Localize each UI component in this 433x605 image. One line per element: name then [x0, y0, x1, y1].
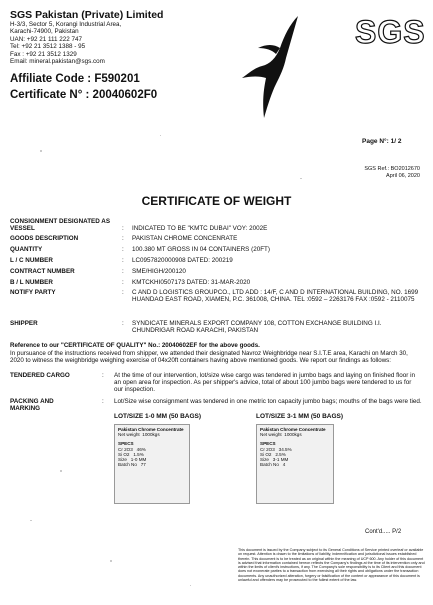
packing-text: Lot/Size wise consignment was tendered in one metric ton capacity jumbo bags; mouths of the bags were tied.	[114, 398, 422, 405]
fine-print: This document is issued by the Company subject to its General Conditions of Service printed overleaf or available on request. Attention is drawn to the limitations of liability, indemnification and jurisdictional issues established therein. This document is to be treated as an original within the meaning of UCP 600. Any holder of this document is advised that information contained hereon reflects the Company's findings at the time of its intervention only and within the limits of client's instructions, if any. The Company's sole responsibility is to its Client and this document does not exonerate parties to a transaction from exercising all their rights and obligations under the transaction documents. Any unauthorized alteration, forgery or falsification of the content or appearance of this document is unlawful and offenders may be prosecuted to the fullest extent of the law.	[238, 548, 425, 583]
field-colon: :	[122, 289, 124, 296]
bag-net-weight: Net weight 1000kgs	[118, 432, 160, 438]
tendered-cargo-label: TENDERED CARGO	[10, 372, 70, 379]
certificate-number: Certificate N° : 20040602F0	[10, 89, 158, 101]
field-value: INDICATED TO BE "KMTC DUBAI" VOY: 2002E	[132, 225, 268, 232]
address-line: Email: mineral.pakistan@sgs.com	[10, 58, 105, 66]
bag-spec-row: Cr 2O3 34.5%	[260, 446, 292, 452]
bag-heading: Pakistan Chrome Concentrate	[260, 427, 326, 432]
bag-label-photo	[114, 424, 190, 504]
field-label: GOODS DESCRIPTION	[10, 235, 79, 242]
field-value: SYNDICATE MINERALS EXPORT COMPANY 108, COTTON EXCHANGE BUILDING I.I. CHUNDRIGAR ROAD KARACHI, PAKISTAN	[132, 320, 382, 335]
field-colon: :	[122, 279, 124, 286]
field-value: PAKISTAN CHROME CONCENRATE	[132, 235, 238, 242]
bag-specs-label: SPECS	[260, 441, 276, 447]
affiliate-code: Affiliate Code : F590201	[10, 73, 140, 85]
field-colon: :	[122, 225, 124, 232]
continued-note: Cont'd..... P/2	[365, 529, 402, 535]
packing-label-line: PACKING AND	[10, 398, 54, 405]
bag-spec-row: Size 1-0 MM	[118, 457, 147, 463]
document-title: CERTIFICATE OF WEIGHT	[141, 194, 292, 208]
sgs-ref: SGS Ref.: BO2012670	[364, 166, 420, 172]
sgs-logo: SGS	[355, 14, 426, 50]
bag-spec-row: Size 3-1 MM	[260, 457, 289, 463]
company-name: SGS Pakistan (Private) Limited	[10, 9, 164, 21]
bag-label-photo	[256, 424, 334, 504]
field-label: CONTRACT NUMBER	[10, 268, 75, 275]
address-line: Fax : +92 21 3512 1329	[10, 50, 77, 58]
lot-2	[256, 413, 386, 504]
field-label: L / C NUMBER	[10, 257, 53, 264]
bag-net-weight: Net weight 1000kgs	[260, 432, 302, 438]
bag-spec-row: Si O2 2.5%	[260, 451, 286, 457]
address-line: H-3/3, Sector 5, Korangi Industrial Area,	[10, 21, 122, 28]
field-label: SHIPPER	[10, 320, 38, 327]
field-value: KMTCKHI0507173 DATED: 31-MAR-2020	[132, 279, 251, 286]
lot-title: LOT/SIZE 1-0 MM (50 BAGS)	[114, 413, 202, 420]
field-colon: :	[102, 398, 104, 405]
field-label: NOTIFY PARTY	[10, 289, 56, 296]
bird-logo-icon	[240, 14, 310, 122]
field-colon: :	[122, 257, 124, 264]
bag-spec-row: Batch No 4	[260, 462, 286, 468]
address-line: Tel: +92 21 3512 1388 - 95	[10, 43, 86, 51]
page-number: Page N°: 1/ 2	[362, 138, 402, 145]
bag-heading: Pakistan Chrome Concentrate	[118, 427, 184, 432]
bag-spec-row: Batch No 77	[118, 462, 146, 468]
field-label: CONSIGNMENT DESIGNATED AS	[10, 218, 111, 225]
field-label: B / L NUMBER	[10, 279, 53, 286]
address-line: Karachi-74900, Pakistan	[10, 28, 79, 36]
field-label: VESSEL	[10, 225, 35, 232]
field-label: QUANTITY	[10, 246, 43, 253]
field-value: LC0957820000908 DATED: 200219	[132, 257, 233, 264]
bag-specs-label: SPECS	[118, 441, 134, 447]
bag-spec-row: Cr 2O3 46%	[118, 446, 146, 452]
company-address	[10, 21, 121, 65]
pursuance-paragraph: In pursuance of the instructions received from shipper, we attended their designated Navroz Weighbridge near S.I.T.E area, Karachi on March 30, 2020 to witness the weighbridge weighing exercise of 04x20ft containers having above mentioned goods. We report our findings as follows:	[10, 350, 408, 364]
bag-spec-row: Si O2 1.5%	[118, 451, 144, 457]
lot-title: LOT/SIZE 3-1 MM (50 BAGS)	[256, 413, 344, 420]
lot-1	[114, 413, 234, 504]
issue-date: April 06, 2020	[386, 173, 420, 179]
field-value: 100.380 MT GROSS IN 04 CONTAINERS (20FT)	[132, 246, 270, 253]
packing-label-line: MARKING	[10, 405, 41, 413]
address-line: UAN: +92 21 111 222 747	[10, 35, 83, 43]
field-value: SME/HIGH/200120	[132, 268, 186, 275]
field-colon: :	[122, 246, 124, 253]
tendered-cargo-text: At the time of our intervention, lot/size wise cargo was tendered in jumbo bags and laying on finished floor in an open area for inspection. As per shipper's advice, total of about 100 jumbo bags were tendered to us for our inspection.	[114, 372, 416, 394]
packing-label	[10, 398, 122, 412]
field-colon: :	[122, 320, 124, 327]
field-colon: :	[102, 372, 104, 379]
field-value: C AND D LOGISTICS GROUPCO., LTD ADD : 14/F, C AND D INTERNATIONAL BUILDING, NO. 1699 HUANDAO EAST ROAD, XIAMEN, P.C. 361008, CHINA. TEL :0592 – 2263176 FAX :0592 - 2110075	[132, 289, 419, 304]
field-colon: :	[122, 268, 124, 275]
quality-reference: Reference to our "CERTIFICATE OF QUALITY" No.: 20040602EF for the above goods.	[10, 342, 260, 349]
reference-block	[364, 166, 420, 180]
field-colon: :	[122, 235, 124, 242]
